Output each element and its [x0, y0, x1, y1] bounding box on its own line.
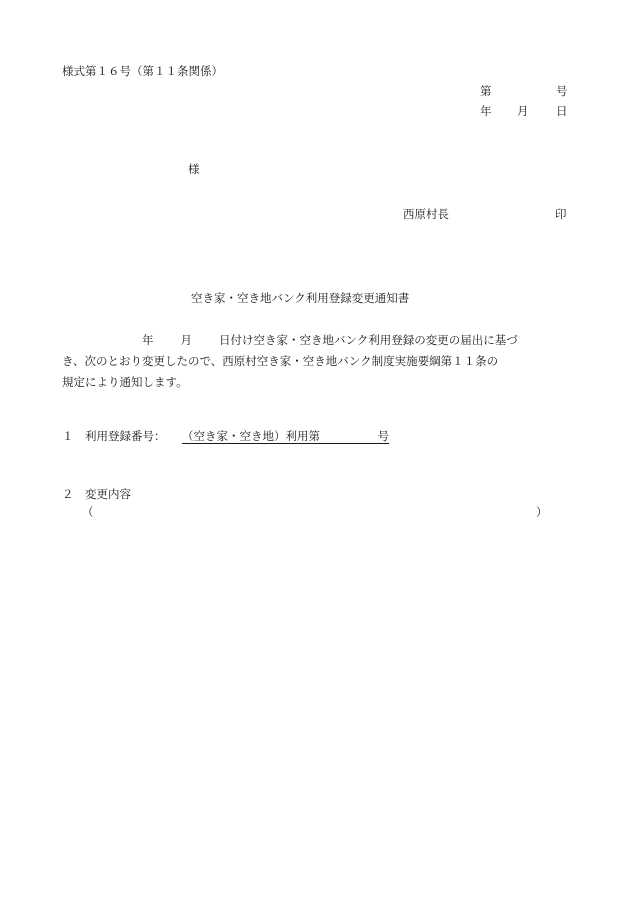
body-paragraph — [62, 330, 578, 393]
body-line-1 — [62, 330, 578, 351]
change-details-close-paren: ） — [536, 505, 548, 519]
date-day-label: 日 — [556, 104, 568, 118]
body-line-2: き、次のとおり変更したので、西原村空き家・空き地バンク制度実施要綱第１１条の — [62, 354, 499, 368]
body-line-3: 規定により通知します。 — [62, 375, 188, 389]
body-month-label: 月 — [180, 333, 192, 347]
document-number-suffix: 号 — [556, 84, 568, 98]
recipient-honorific: 様 — [188, 162, 200, 176]
body-year-label: 年 — [142, 333, 154, 347]
issuer-name: 西原村長 — [403, 207, 449, 221]
document-number-label: 第 — [480, 84, 492, 98]
date-year-label: 年 — [480, 104, 492, 118]
body-line1-tail: 日付け空き家・空き地バンク利用登録の変更の届出に基づ — [219, 333, 518, 347]
change-details-open-paren: （ — [82, 505, 94, 519]
form-number: 様式第１６号（第１１条関係） — [62, 64, 223, 78]
document-title: 空き家・空き地バンク利用登録変更通知書 — [191, 291, 410, 305]
item-2-label: ２ 変更内容 — [62, 487, 131, 501]
seal-mark: 印 — [555, 207, 567, 221]
item-1-label: １ 利用登録番号： — [62, 429, 166, 443]
date-month-label: 月 — [517, 104, 529, 118]
registration-number-value: （空き家・空き地）利用第 号 — [182, 429, 389, 443]
